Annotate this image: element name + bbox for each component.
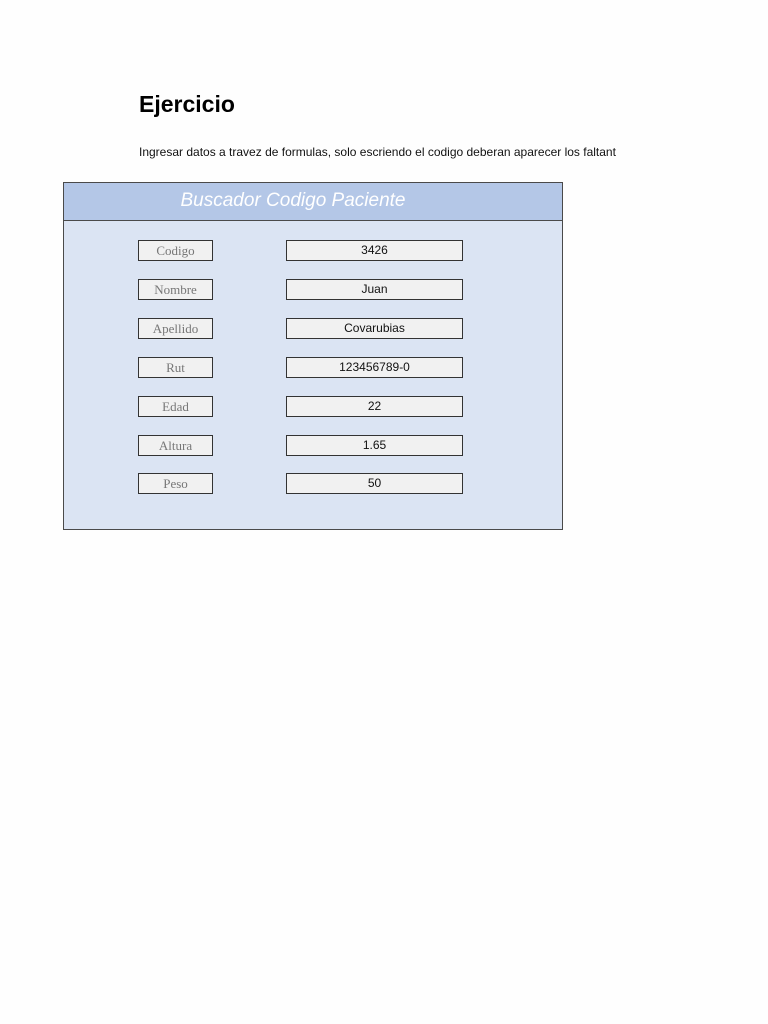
- edad-value-cell[interactable]: 22: [286, 396, 463, 417]
- page-title: Ejercicio: [139, 91, 235, 117]
- apellido-label: Apellido: [138, 318, 213, 339]
- codigo-input-cell[interactable]: 3426: [286, 240, 463, 261]
- panel-title: Buscador Codigo Paciente: [180, 190, 406, 211]
- patient-search-panel: [63, 182, 563, 530]
- nombre-label: Nombre: [138, 279, 213, 300]
- altura-label: Altura: [138, 435, 213, 456]
- field-row-altura: [64, 435, 562, 456]
- rut-value-cell[interactable]: 123456789-0: [286, 357, 463, 378]
- instructions-text: Ingresar datos a travez de formulas, solo escriendo el codigo deberan aparecer los faltant: [139, 145, 616, 159]
- field-row-nombre: [64, 279, 562, 300]
- panel-header: [64, 183, 562, 221]
- rut-label: Rut: [138, 357, 213, 378]
- field-row-apellido: [64, 318, 562, 339]
- field-row-codigo: [64, 240, 562, 261]
- altura-value-cell[interactable]: 1.65: [286, 435, 463, 456]
- field-row-edad: [64, 396, 562, 417]
- peso-label: Peso: [138, 473, 213, 494]
- apellido-value-cell[interactable]: Covarubias: [286, 318, 463, 339]
- codigo-label: Codigo: [138, 240, 213, 261]
- field-row-peso: [64, 473, 562, 494]
- field-row-rut: [64, 357, 562, 378]
- nombre-value-cell[interactable]: Juan: [286, 279, 463, 300]
- edad-label: Edad: [138, 396, 213, 417]
- peso-value-cell[interactable]: 50: [286, 473, 463, 494]
